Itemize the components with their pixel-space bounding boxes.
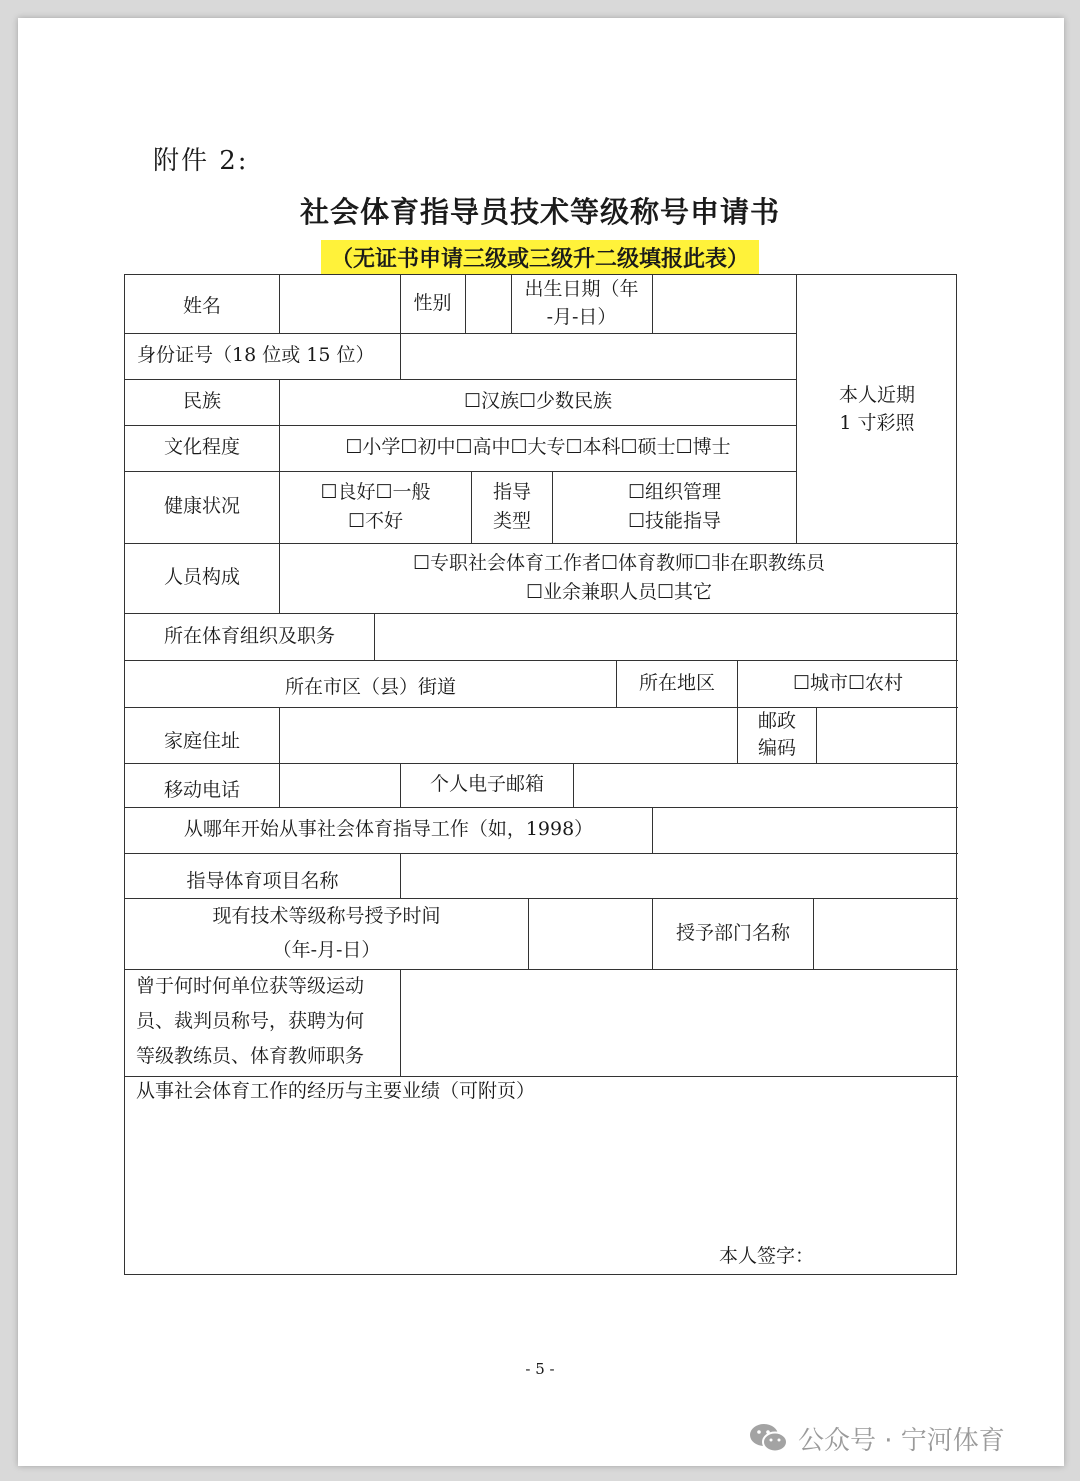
id-number-field[interactable] <box>401 333 796 379</box>
birth-date-label: 出生日期（年 -月-日） <box>524 278 639 328</box>
personnel-label: 人员构成 <box>163 566 240 589</box>
photo-area[interactable]: 本人近期 1 寸彩照 <box>838 384 915 434</box>
history-field[interactable] <box>401 969 958 1076</box>
signature-label: 本人签字： <box>719 1245 815 1268</box>
home-address-label: 家庭住址 <box>163 730 240 753</box>
ethnicity-label: 民族 <box>182 390 221 413</box>
education-label: 文化程度 <box>163 436 240 459</box>
mobile-label: 移动电话 <box>163 779 240 802</box>
education-options[interactable]: ☐小学☐初中☐高中☐大专☐本科☐硕士☐博士 <box>345 436 731 459</box>
email-label: 个人电子邮箱 <box>429 773 544 796</box>
id-number-label: 身份证号（18 位或 15 位） <box>137 344 375 367</box>
personnel-options[interactable]: ☐专职社会体育工作者☐体育教师☐非在职教练员 ☐业余兼职人员☐其它 <box>412 551 826 603</box>
history-label: 曾于何时何单位获等级运动 员、裁判员称号，获聘为何 等级教练员、体育教师职务 <box>136 975 365 1068</box>
watermark-text: 公众号 · 宁河体育 <box>798 1425 1005 1456</box>
name-field[interactable] <box>280 275 400 333</box>
grant-time-field[interactable] <box>529 898 652 969</box>
wechat-icon <box>748 1421 790 1455</box>
gender-field[interactable] <box>466 275 511 333</box>
start-year-label: 从哪年开始从事社会体育指导工作（如，1998） <box>183 818 594 841</box>
home-address-field[interactable] <box>280 707 737 763</box>
postal-code-label: 邮政 编码 <box>757 710 796 759</box>
page-number: - 5 - <box>525 1360 555 1378</box>
sport-project-label: 指导体育项目名称 <box>186 869 339 892</box>
gender-label: 性别 <box>413 292 452 315</box>
postal-code-field[interactable] <box>817 707 958 763</box>
experience-label: 从事社会体育工作的经历与主要业绩（可附页） <box>136 1080 536 1103</box>
mobile-field[interactable] <box>280 763 400 807</box>
guide-type-options[interactable]: ☐组织管理 ☐技能指导 <box>627 480 722 532</box>
sport-project-field[interactable] <box>401 853 958 898</box>
organization-field[interactable] <box>375 613 958 660</box>
organization-label: 所在体育组织及职务 <box>163 624 335 647</box>
document-title: 社会体育指导员技术等级称号申请书 <box>299 195 780 229</box>
grant-dept-label: 授予部门名称 <box>675 921 790 944</box>
experience-field[interactable] <box>125 1110 958 1240</box>
name-label: 姓名 <box>182 295 221 318</box>
grant-dept-field[interactable] <box>814 898 958 969</box>
region-label: 所在地区 <box>638 671 715 694</box>
ethnicity-options[interactable]: ☐汉族☐少数民族 <box>463 390 613 413</box>
health-label: 健康状况 <box>163 495 240 518</box>
start-year-field[interactable] <box>653 807 958 853</box>
guide-type-label: 指导 类型 <box>492 480 531 532</box>
watermark <box>748 1418 1005 1458</box>
health-options[interactable]: ☐良好☐一般 ☐不好 <box>320 480 431 532</box>
attachment-label: 附件 2: <box>153 146 249 176</box>
document-subtitle: （无证书申请三级或三级升二级填报此表） <box>321 240 759 275</box>
email-field[interactable] <box>574 763 958 807</box>
district-label: 所在市区（县）街道 <box>284 676 456 699</box>
application-form-table <box>124 274 957 1275</box>
grant-time-label: 现有技术等级称号授予时间 （年-月-日） <box>212 905 441 961</box>
birth-date-field[interactable] <box>653 275 796 333</box>
region-options[interactable]: ☐城市☐农村 <box>792 671 904 694</box>
